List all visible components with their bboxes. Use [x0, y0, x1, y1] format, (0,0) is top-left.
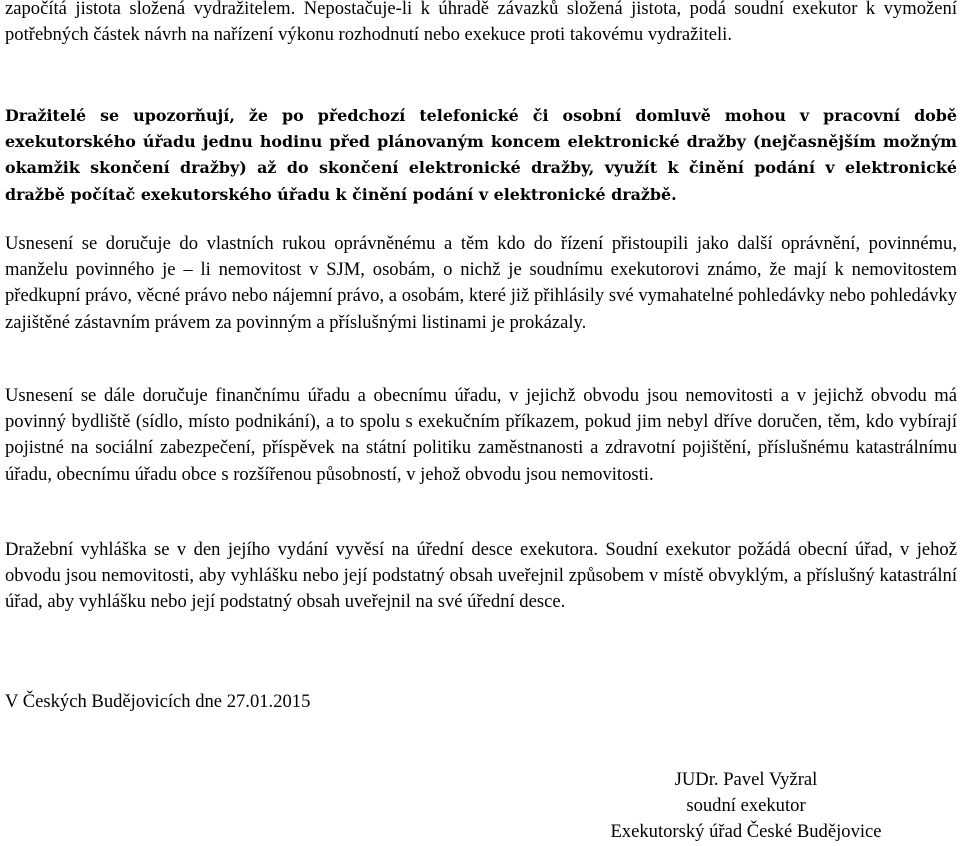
signature-name: JUDr. Pavel Vyžral — [674, 769, 818, 790]
signature-office: Exekutorský úřad České Budějovice — [610, 821, 882, 843]
date-line: V Českých Budějovicích dne 27.01.2015 — [5, 691, 311, 712]
paragraph-deposit: započítá jistota složená vydražitelem. Nepostačuje-li k úhradě závazků složená jistota, podá soudní exekutor k vymožení potřebných částek návrh na nařízení výkonu rozhodnutí nebo exekuce proti takovému vydražiteli. — [5, 0, 957, 46]
paragraph-bidders-notice: Dražitelé se upozorňují, že po předchozí telefonické či osobní domluvě mohou v pracovní době exekutorského úřadu jednu hodinu před plánovaným koncem elektronické dražby (nejčasnějším možným okamžik skončení dražby) až do skončení elektronické dražby, využít k činění podání v elektronické dražbě počítač exekutorského úřadu k činění podání v elektronické dražbě. — [5, 106, 957, 204]
signature-title: soudní exekutor — [686, 795, 806, 817]
paragraph-publication: Dražební vyhláška se v den jejího vydání vyvěsí na úřední desce exekutora. Soudní exekutor požádá obecní úřad, v jehož obvodu jsou nemovitosti, aby vyhlášku nebo její podstatný obsah uveřejnil způsobem v místě obvyklým, a příslušný katastrální úřad, aby vyhlášku nebo její podstatný obsah uveřejnil na své úřední desce. — [5, 539, 957, 613]
paragraph-delivery-authorities: Usnesení se dále doručuje finančnímu úřadu a obecnímu úřadu, v jejichž obvodu jsou nemovitosti a v jejichž obvodu má povinný bydliště (sídlo, místo podnikání), a to spolu s exekučním příkazem, pokud jim nebyl dříve doručen, těm, kdo vybírají pojistné na sociální zabezpečení, příspěvek na státní politiku zaměstnanosti a zdravotní pojištění, příslušnému katastrálnímu úřadu, obecnímu úřadu obce s rozšířenou působností, v jehož obvodu jsou nemovitosti. — [5, 385, 957, 485]
signature-block — [580, 767, 912, 846]
paragraph-delivery-parties: Usnesení se doručuje do vlastních rukou oprávněnému a těm kdo do řízení přistoupili jako další oprávnění, povinnému, manželu povinného je – li nemovitost v SJM, osobám, o nichž je soudnímu exekutorovi známo, že mají k nemovitostem předkupní právo, věcné právo nebo nájemní právo, a osobám, které již přihlásily své vymahatelné pohledávky nebo pohledávky zajištěné zástavním právem za povinným a příslušnými listinami je prokázaly. — [5, 233, 957, 333]
